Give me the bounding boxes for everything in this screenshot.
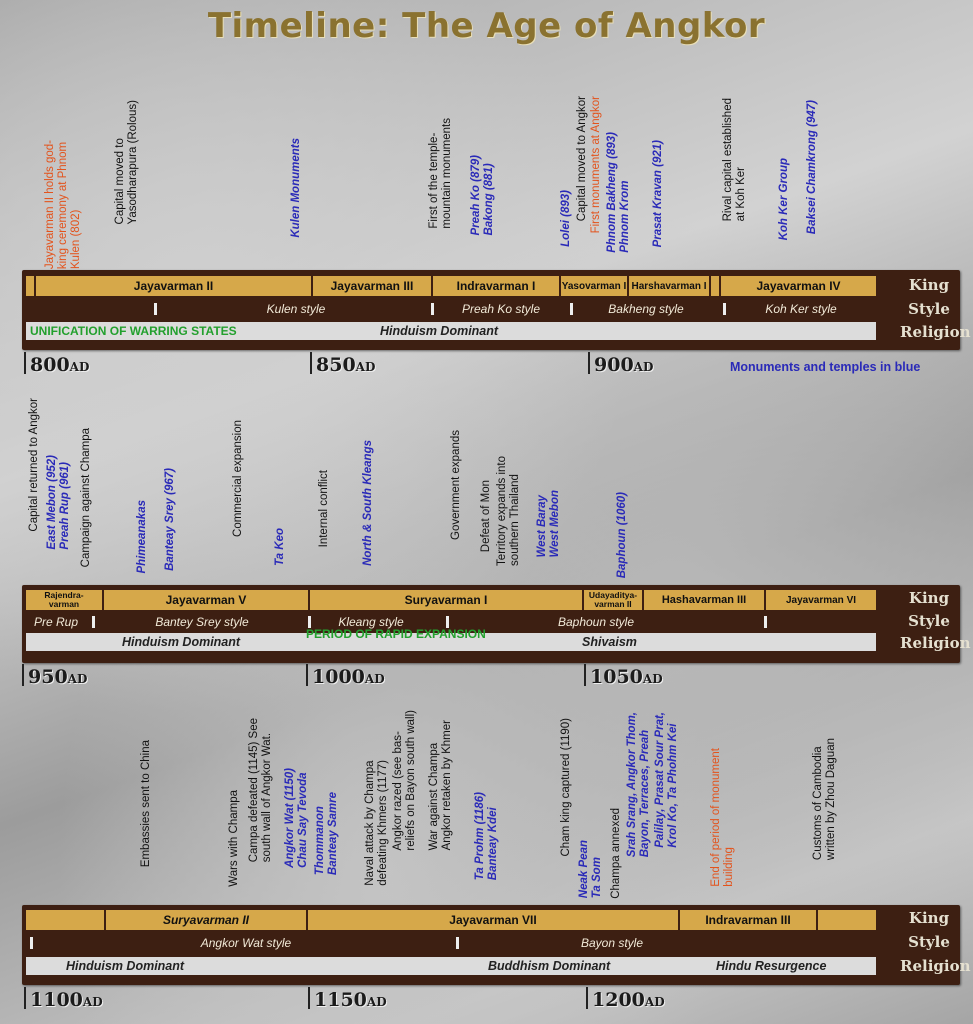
religion-label: Hinduism Dominant	[380, 324, 499, 338]
religion-row	[26, 322, 876, 340]
king-cell: Udayaditya- varman II	[584, 590, 644, 610]
year-label: 1150AD	[314, 989, 387, 1011]
king-cell: Jayavarman VII	[308, 910, 680, 930]
style-tick	[456, 937, 459, 949]
monument-label: Ta Keo	[274, 528, 286, 566]
monument-label: East Mebon (952) Preah Rup (961)	[46, 455, 71, 550]
religion-label: Buddhism Dominant	[488, 959, 611, 973]
monument-label: Baksei Chamkrong (947)	[806, 100, 818, 235]
year-marker-line	[22, 664, 24, 686]
religion-label: Hindu Resurgence	[716, 959, 827, 973]
year-marker-line	[308, 987, 310, 1009]
king-cell: Indravarman I	[433, 276, 561, 296]
religion-label: Shivaism	[582, 635, 637, 649]
year-label: 800AD	[30, 354, 90, 376]
monument-label: Banteay Srey (967)	[164, 468, 176, 571]
monument-label: Ta Prohm (1186) Banteay Kdei	[474, 792, 499, 881]
monument-label: West Baray West Mebon	[536, 490, 561, 558]
event-label: Campaign against Champa	[80, 428, 92, 568]
event-label: Jayavarman II holds god- king ceremony at Phnom Kulen (802)	[44, 140, 82, 270]
king-cell-blank	[818, 910, 876, 930]
year-marker-line	[306, 664, 308, 686]
period-label: PERIOD OF RAPID EXPANSION	[306, 627, 486, 641]
event-label: Campa defeated (1145) See south wall of Angkor Wat.	[248, 718, 273, 863]
style-label: Koh Ker style	[765, 302, 837, 316]
event-label: Defeat of Mon	[480, 480, 492, 553]
event-label: Angkor razed (see bas- reliefs on Bayon south wall)	[392, 710, 417, 851]
event-label: Capital returned to Angkor	[28, 398, 40, 532]
style-label: Preah Ko style	[461, 302, 541, 316]
event-label: Naval attack by Champa defeating Khmers (1177)	[364, 760, 389, 886]
event-label: Cham king captured (1190)	[560, 718, 572, 857]
year-marker-line	[24, 352, 26, 374]
monument-label: Srah Srang, Angkor Thom, Bayon, Terraces, Preah	[626, 712, 651, 858]
style-tick	[30, 937, 33, 949]
king-cell-blank	[711, 276, 721, 296]
timeline-band-1100-1250	[22, 905, 971, 985]
style-label: Kleang style	[338, 615, 404, 629]
king-cell: Suryavarman II	[106, 910, 308, 930]
style-tick	[570, 303, 573, 315]
monument-label: Angkor Wat (1150) Chau Say Tevoda	[284, 768, 309, 868]
style-label: Bakheng style	[608, 302, 684, 316]
king-cell-blank	[26, 910, 106, 930]
row-label-style: Style	[908, 933, 950, 951]
event-label: Rival capital established at Koh Ker	[722, 98, 747, 222]
row-label-style: Style	[908, 612, 950, 630]
monument-label: Neak Pean Ta Som	[578, 840, 603, 899]
style-label: Pre Rup	[33, 615, 79, 629]
year-label: 1000AD	[312, 666, 385, 688]
style-row	[26, 300, 876, 318]
style-label: Baphoun style	[557, 615, 635, 629]
style-label: Bantey Srey style	[155, 615, 249, 629]
monument-label: Palilay, Prasat Sour Prat, Krol Ko, Ta Phohm Kei	[654, 712, 679, 848]
row-label-religion: Religion	[900, 634, 971, 652]
king-row	[26, 276, 876, 296]
row-label-style: Style	[908, 300, 950, 318]
event-label: Territory expands into southern Thailand	[496, 456, 521, 566]
style-tick	[92, 616, 95, 628]
year-label: 1050AD	[590, 666, 663, 688]
event-label: Embassies sent to China	[140, 740, 152, 868]
row-label-king: King	[908, 909, 950, 927]
king-row	[26, 910, 876, 930]
monument-label: Preah Ko (879) Bakong (881)	[470, 155, 495, 236]
row-label-king: King	[908, 589, 950, 607]
style-label: Angkor Wat style	[200, 936, 292, 950]
row-label-king: King	[908, 276, 950, 294]
king-cell: Jayavarman V	[104, 590, 310, 610]
event-label: War against Champa Angkor retaken by Khmer	[428, 720, 453, 851]
king-cell: Rajendra- varman	[26, 590, 104, 610]
event-label: Customs of Cambodia written by Zhou Daguan	[812, 738, 837, 861]
page-title: Timeline: The Age of Angkor	[207, 6, 766, 46]
event-label: End of period of monument building	[710, 748, 735, 887]
year-label: 850AD	[316, 354, 376, 376]
king-cell: Suryavarman I	[310, 590, 584, 610]
religion-row	[26, 627, 876, 651]
monument-label: Phnom Bakheng (893) Phnom Krom	[606, 132, 631, 253]
row-label-religion: Religion	[900, 323, 971, 341]
king-row	[26, 590, 876, 610]
period-label: UNIFICATION OF WARRING STATES	[30, 324, 237, 338]
year-marker-line	[24, 987, 26, 1009]
style-tick	[154, 303, 157, 315]
style-tick	[764, 616, 767, 628]
monument-label: Baphoun (1060)	[616, 492, 628, 579]
religion-label: Hinduism Dominant	[66, 959, 185, 973]
monument-label: Koh Ker Group	[778, 158, 790, 241]
king-cell: Indravarman III	[680, 910, 818, 930]
king-cell-blank	[26, 276, 36, 296]
style-label: Kulen style	[266, 302, 326, 316]
style-label: Bayon style	[580, 936, 644, 950]
monument-label: Thommanon Banteay Samre	[314, 792, 339, 876]
king-cell: Yasovarman I	[561, 276, 629, 296]
year-marker-line	[586, 987, 588, 1009]
event-label: Wars with Champa	[228, 790, 240, 887]
timeline-band-950-1100	[22, 585, 971, 663]
event-label: Capital moved to Yasodharapura (Rolous)	[114, 100, 139, 225]
style-tick	[723, 303, 726, 315]
year-label: 950AD	[28, 666, 88, 688]
event-label: First monuments at Angkor	[590, 96, 602, 234]
monument-label: North & South Kleangs	[362, 440, 374, 566]
timeline-band-800-950	[22, 270, 971, 350]
year-label: 1200AD	[592, 989, 665, 1011]
monument-label: Phimeanakas	[136, 500, 148, 574]
legend-note: Monuments and temples in blue	[730, 360, 921, 374]
event-label: Commercial expansion	[232, 420, 244, 537]
year-marker-line	[310, 352, 312, 374]
king-cell: Jayavarman IV	[756, 279, 841, 293]
monument-label: Prasat Kravan (921)	[652, 140, 664, 248]
king-cell: Jayavarman II	[36, 276, 313, 296]
monument-label: Kulen Monuments	[290, 138, 302, 238]
year-label: 1100AD	[30, 989, 103, 1011]
style-tick	[431, 303, 434, 315]
king-cell: Jayavarman VI	[785, 594, 857, 606]
row-label-religion: Religion	[900, 957, 971, 975]
monument-label: Lolei (893)	[560, 190, 572, 247]
king-cell: Jayavarman III	[313, 276, 433, 296]
event-label: Government expands	[450, 430, 462, 540]
event-label: Internal conflict	[318, 470, 330, 548]
religion-label: Hinduism Dominant	[122, 635, 241, 649]
king-cell: Hashavarman III	[644, 590, 766, 610]
king-cell: Harshavarman I	[629, 276, 711, 296]
year-label: 900AD	[594, 354, 654, 376]
year-marker-line	[588, 352, 590, 374]
event-label: First of the temple- mountain monuments	[428, 118, 453, 229]
event-label: Capital moved to Angkor	[576, 96, 588, 222]
event-label: Champa annexed	[610, 808, 622, 899]
style-row	[26, 934, 876, 952]
religion-row	[26, 957, 876, 975]
year-marker-line	[584, 664, 586, 686]
